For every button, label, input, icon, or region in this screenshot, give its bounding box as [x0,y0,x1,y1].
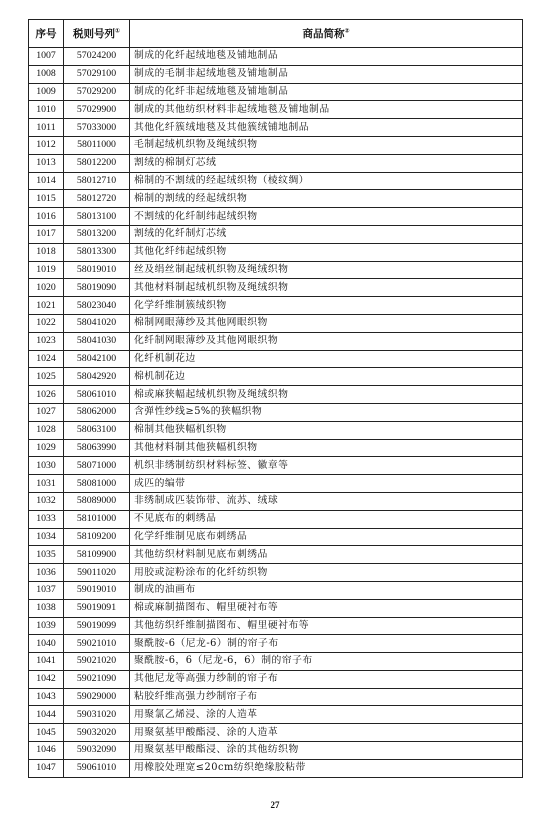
table-row [29,635,523,653]
row-code-cell: 58019010 [64,261,130,279]
header-code: 税则号列① [64,20,130,48]
table-row [29,350,523,368]
row-name-cell: 割绒的化纤制灯芯绒 [130,225,523,243]
row-name-cell: 割绒的棉制灯芯绒 [130,154,523,172]
row-seq-cell: 1026 [29,386,64,404]
row-name-cell: 棉或麻制描图布、帽里硬衬布等 [130,599,523,617]
table-row [29,706,523,724]
table-row [29,439,523,457]
row-name-cell: 其他材料制起绒机织物及绳绒织物 [130,279,523,297]
row-code-cell: 58081000 [64,475,130,493]
row-seq-cell: 1015 [29,190,64,208]
table-row [29,48,523,66]
row-code-cell: 58109900 [64,546,130,564]
row-name-cell: 化纤制网眼薄纱及其他网眼织物 [130,332,523,350]
header-seq: 序号 [29,20,64,48]
table-row [29,101,523,119]
row-code-cell: 59032090 [64,742,130,760]
row-name-cell: 毛制起绒机织物及绳绒织物 [130,136,523,154]
row-seq-cell: 1019 [29,261,64,279]
row-name-cell: 其他纺织材料制见底布刺绣品 [130,546,523,564]
row-name-cell: 制成的化纤起绒地毯及铺地制品 [130,48,523,66]
table-row [29,332,523,350]
table-row [29,368,523,386]
table-row [29,261,523,279]
row-seq-cell: 1038 [29,599,64,617]
table-row [29,386,523,404]
row-name-cell: 棉制的不割绒的经起绒织物（棱纹绸） [130,172,523,190]
row-code-cell: 59011020 [64,564,130,582]
table-row [29,421,523,439]
row-name-cell: 不见底布的刺绣品 [130,510,523,528]
table-row [29,457,523,475]
table-row [29,670,523,688]
row-seq-cell: 1011 [29,119,64,137]
row-code-cell: 58109200 [64,528,130,546]
row-name-cell: 棉制其他狭幅机织物 [130,421,523,439]
row-seq-cell: 1007 [29,48,64,66]
page-number: 27 [270,800,280,810]
table-row [29,742,523,760]
row-code-cell: 58089000 [64,492,130,510]
table-row [29,154,523,172]
row-code-cell: 58061010 [64,386,130,404]
row-name-cell: 机织非绣制纺织材料标签、徽章等 [130,457,523,475]
row-code-cell: 58012720 [64,190,130,208]
row-code-cell: 58011000 [64,136,130,154]
table-row [29,119,523,137]
row-seq-cell: 1023 [29,332,64,350]
table-row [29,617,523,635]
row-code-cell: 59019099 [64,617,130,635]
row-code-cell: 58019090 [64,279,130,297]
row-name-cell: 粘胶纤维高强力纱制帘子布 [130,688,523,706]
row-code-cell: 59021090 [64,670,130,688]
row-name-cell: 不割绒的化纤制纬起绒织物 [130,208,523,226]
footnote-marker-2: ② [344,27,350,35]
row-name-cell: 制成的毛制非起绒地毯及铺地制品 [130,65,523,83]
table-row [29,208,523,226]
row-name-cell: 棉机制花边 [130,368,523,386]
row-name-cell: 丝及绢丝制起绒机织物及绳绒织物 [130,261,523,279]
row-code-cell: 58042920 [64,368,130,386]
row-seq-cell: 1028 [29,421,64,439]
row-seq-cell: 1020 [29,279,64,297]
row-name-cell: 用聚氨基甲酸酯浸、涂的人造革 [130,724,523,742]
row-seq-cell: 1032 [29,492,64,510]
row-seq-cell: 1035 [29,546,64,564]
row-seq-cell: 1010 [29,101,64,119]
table-row [29,243,523,261]
table-row [29,653,523,671]
row-code-cell: 57024200 [64,48,130,66]
row-name-cell: 用橡胶处理宽≤20cm纺织绝缘胶粘带 [130,759,523,777]
row-name-cell: 聚酰胺-6（尼龙-6）制的帘子布 [130,635,523,653]
row-seq-cell: 1016 [29,208,64,226]
row-seq-cell: 1045 [29,724,64,742]
table-row [29,546,523,564]
row-seq-cell: 1041 [29,653,64,671]
row-seq-cell: 1027 [29,403,64,421]
row-code-cell: 58012200 [64,154,130,172]
table-row [29,724,523,742]
row-name-cell: 其他材料制其他狭幅机织物 [130,439,523,457]
row-seq-cell: 1017 [29,225,64,243]
row-name-cell: 其他纺织纤维制描图布、帽里硬衬布等 [130,617,523,635]
row-seq-cell: 1021 [29,297,64,315]
row-code-cell: 59019010 [64,581,130,599]
row-code-cell: 58101000 [64,510,130,528]
row-code-cell: 58042100 [64,350,130,368]
row-seq-cell: 1031 [29,475,64,493]
table-row [29,564,523,582]
table-row [29,65,523,83]
table-row [29,492,523,510]
row-seq-cell: 1039 [29,617,64,635]
row-name-cell: 用聚氯乙烯浸、涂的人造革 [130,706,523,724]
row-code-cell: 59061010 [64,759,130,777]
row-code-cell: 59021010 [64,635,130,653]
row-seq-cell: 1043 [29,688,64,706]
row-seq-cell: 1030 [29,457,64,475]
row-seq-cell: 1009 [29,83,64,101]
table-row [29,83,523,101]
table-row [29,759,523,777]
row-seq-cell: 1044 [29,706,64,724]
row-name-cell: 棉制的割绒的经起绒织物 [130,190,523,208]
table-row [29,225,523,243]
row-seq-cell: 1036 [29,564,64,582]
row-seq-cell: 1008 [29,65,64,83]
row-seq-cell: 1042 [29,670,64,688]
row-name-cell: 制成的其他纺织材料非起绒地毯及铺地制品 [130,101,523,119]
row-seq-cell: 1046 [29,742,64,760]
header-name: 商品简称② [130,20,523,48]
row-seq-cell: 1013 [29,154,64,172]
row-seq-cell: 1014 [29,172,64,190]
row-name-cell: 棉或麻狭幅起绒机织物及绳绒织物 [130,386,523,404]
row-seq-cell: 1022 [29,314,64,332]
table-row [29,297,523,315]
row-seq-cell: 1029 [29,439,64,457]
row-seq-cell: 1018 [29,243,64,261]
table-row [29,528,523,546]
row-code-cell: 59032020 [64,724,130,742]
table-row [29,190,523,208]
row-name-cell: 化学纤维制见底布刺绣品 [130,528,523,546]
row-code-cell: 58063100 [64,421,130,439]
row-name-cell: 聚酰胺-6，6（尼龙-6，6）制的帘子布 [130,653,523,671]
row-name-cell: 非绣制成匹装饰带、流苏、绒球 [130,492,523,510]
row-code-cell: 58041030 [64,332,130,350]
row-code-cell: 58013200 [64,225,130,243]
row-code-cell: 57029100 [64,65,130,83]
row-name-cell: 用聚氨基甲酸酯浸、涂的其他纺织物 [130,742,523,760]
table-header-row [29,20,523,48]
row-seq-cell: 1034 [29,528,64,546]
table-row [29,314,523,332]
row-name-cell: 含弹性纱线≥5%的狭幅织物 [130,403,523,421]
row-code-cell: 58013300 [64,243,130,261]
row-code-cell: 57033000 [64,119,130,137]
row-seq-cell: 1012 [29,136,64,154]
row-seq-cell: 1024 [29,350,64,368]
table-row [29,688,523,706]
row-name-cell: 化学纤维制簇绒织物 [130,297,523,315]
row-code-cell: 59031020 [64,706,130,724]
row-code-cell: 58023040 [64,297,130,315]
row-code-cell: 59029000 [64,688,130,706]
row-seq-cell: 1025 [29,368,64,386]
row-code-cell: 57029200 [64,83,130,101]
row-code-cell: 57029900 [64,101,130,119]
row-code-cell: 59021020 [64,653,130,671]
row-code-cell: 59019091 [64,599,130,617]
table-row [29,279,523,297]
table-row [29,172,523,190]
row-code-cell: 58041020 [64,314,130,332]
row-name-cell: 制成的化纤非起绒地毯及铺地制品 [130,83,523,101]
row-name-cell: 化纤机制花边 [130,350,523,368]
table-row [29,581,523,599]
row-code-cell: 58012710 [64,172,130,190]
footnote-marker-1: ① [114,27,121,35]
table-row [29,510,523,528]
row-code-cell: 58013100 [64,208,130,226]
row-seq-cell: 1047 [29,759,64,777]
row-code-cell: 58071000 [64,457,130,475]
row-code-cell: 58062000 [64,403,130,421]
row-name-cell: 其他化纤簇绒地毯及其他簇绒铺地制品 [130,119,523,137]
tariff-table [28,19,523,778]
row-seq-cell: 1037 [29,581,64,599]
row-name-cell: 棉制网眼薄纱及其他网眼织物 [130,314,523,332]
row-name-cell: 其他化纤纬起绒织物 [130,243,523,261]
table-row [29,136,523,154]
table-row [29,403,523,421]
row-seq-cell: 1040 [29,635,64,653]
table-row [29,599,523,617]
row-code-cell: 58063990 [64,439,130,457]
row-name-cell: 其他尼龙等高强力纱制的帘子布 [130,670,523,688]
row-name-cell: 用胶或淀粉涂布的化纤纺织物 [130,564,523,582]
row-seq-cell: 1033 [29,510,64,528]
table-row [29,475,523,493]
row-name-cell: 成匹的编带 [130,475,523,493]
row-name-cell: 制成的油画布 [130,581,523,599]
